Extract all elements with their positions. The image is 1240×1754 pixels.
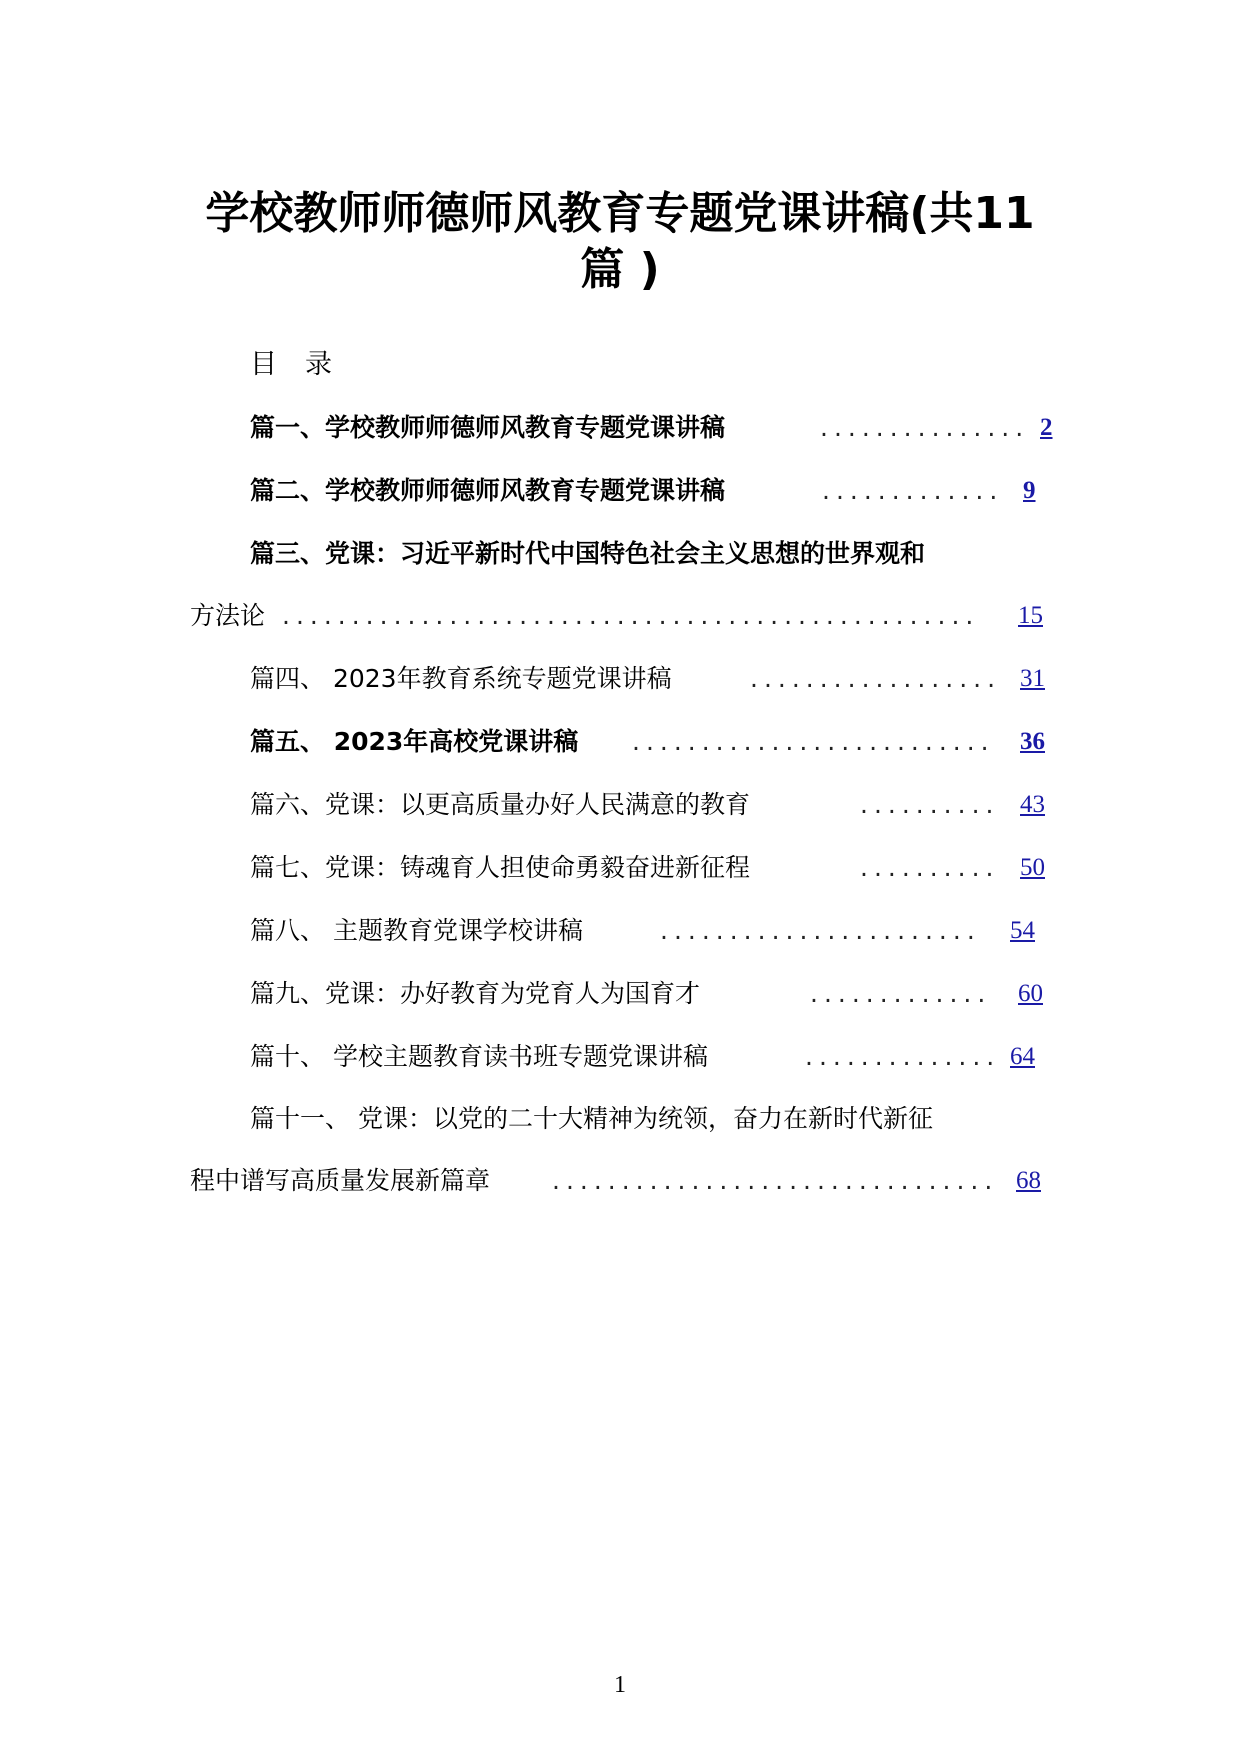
toc-heading — [250, 342, 360, 381]
toc-entry-label: 篇一、学校教师师德师风教育专题党课讲稿 — [250, 413, 726, 442]
toc-entry-label: 篇十、 学校主题教育读书班专题党课讲稿 — [250, 1042, 708, 1071]
toc-heading-char-1: 目 — [250, 349, 277, 380]
toc-leader: .......................... — [632, 727, 995, 756]
toc-page-link[interactable]: 64 — [1010, 1043, 1035, 1070]
toc-leader: ................................ — [552, 1166, 999, 1195]
toc-entry-label: 篇二、学校教师师德师风教育专题党课讲稿 — [250, 476, 726, 505]
toc-heading-char-2: 录 — [305, 349, 332, 380]
toc-page-link[interactable]: 9 — [1023, 477, 1036, 504]
toc-leader: ............. — [822, 476, 1004, 505]
toc-leader: ....................... — [660, 916, 981, 945]
toc-leader: ............... — [820, 413, 1030, 442]
toc-entry-label: 篇五、 2023年高校党课讲稿 — [250, 727, 579, 756]
toc-leader: .......... — [860, 853, 1000, 882]
toc-leader: .................. — [750, 664, 1002, 693]
toc-leader: .................................................. — [282, 601, 980, 630]
toc-entry-label: 篇三、党课：习近平新时代中国特色社会主义思想的世界观和 — [250, 539, 926, 568]
document-title-line1: 学校教师师德师风教育专题党课讲稿(共11 — [205, 188, 1035, 239]
toc-page-link[interactable]: 50 — [1020, 854, 1045, 881]
toc-entry-label: 篇四、 2023年教育系统专题党课讲稿 — [250, 664, 672, 693]
toc-page-link[interactable]: 15 — [1018, 602, 1043, 629]
toc-page-link[interactable]: 43 — [1020, 791, 1045, 818]
toc-page-link[interactable]: 2 — [1040, 414, 1053, 441]
toc-leader: .......... — [860, 790, 1000, 819]
toc-entry-label-cont: 方法论 — [190, 601, 266, 630]
toc-page-link[interactable]: 36 — [1020, 728, 1045, 755]
toc-entry-label: 篇六、党课：以更高质量办好人民满意的教育 — [250, 790, 751, 819]
toc-page-link[interactable]: 68 — [1016, 1167, 1041, 1194]
toc-leader: ............. — [810, 979, 992, 1008]
toc-entry-label-cont: 程中谱写高质量发展新篇章 — [190, 1166, 491, 1195]
document-title — [160, 186, 1080, 298]
toc-entry-label: 篇十一、 党课：以党的二十大精神为统领，奋力在新时代新征 — [250, 1104, 933, 1133]
toc-entry-label: 篇八、 主题教育党课学校讲稿 — [250, 916, 583, 945]
toc-page-link[interactable]: 60 — [1018, 980, 1043, 1007]
toc-page-link[interactable]: 31 — [1020, 665, 1045, 692]
document-title-line2: 篇 ) — [580, 244, 660, 295]
toc-page-link[interactable]: 54 — [1010, 917, 1035, 944]
toc-entry-label: 篇七、党课：铸魂育人担使命勇毅奋进新征程 — [250, 853, 751, 882]
page-number: 1 — [614, 1672, 626, 1698]
toc-entry-label: 篇九、党课：办好教育为党育人为国育才 — [250, 979, 701, 1008]
toc-leader: .............. — [805, 1042, 1001, 1071]
